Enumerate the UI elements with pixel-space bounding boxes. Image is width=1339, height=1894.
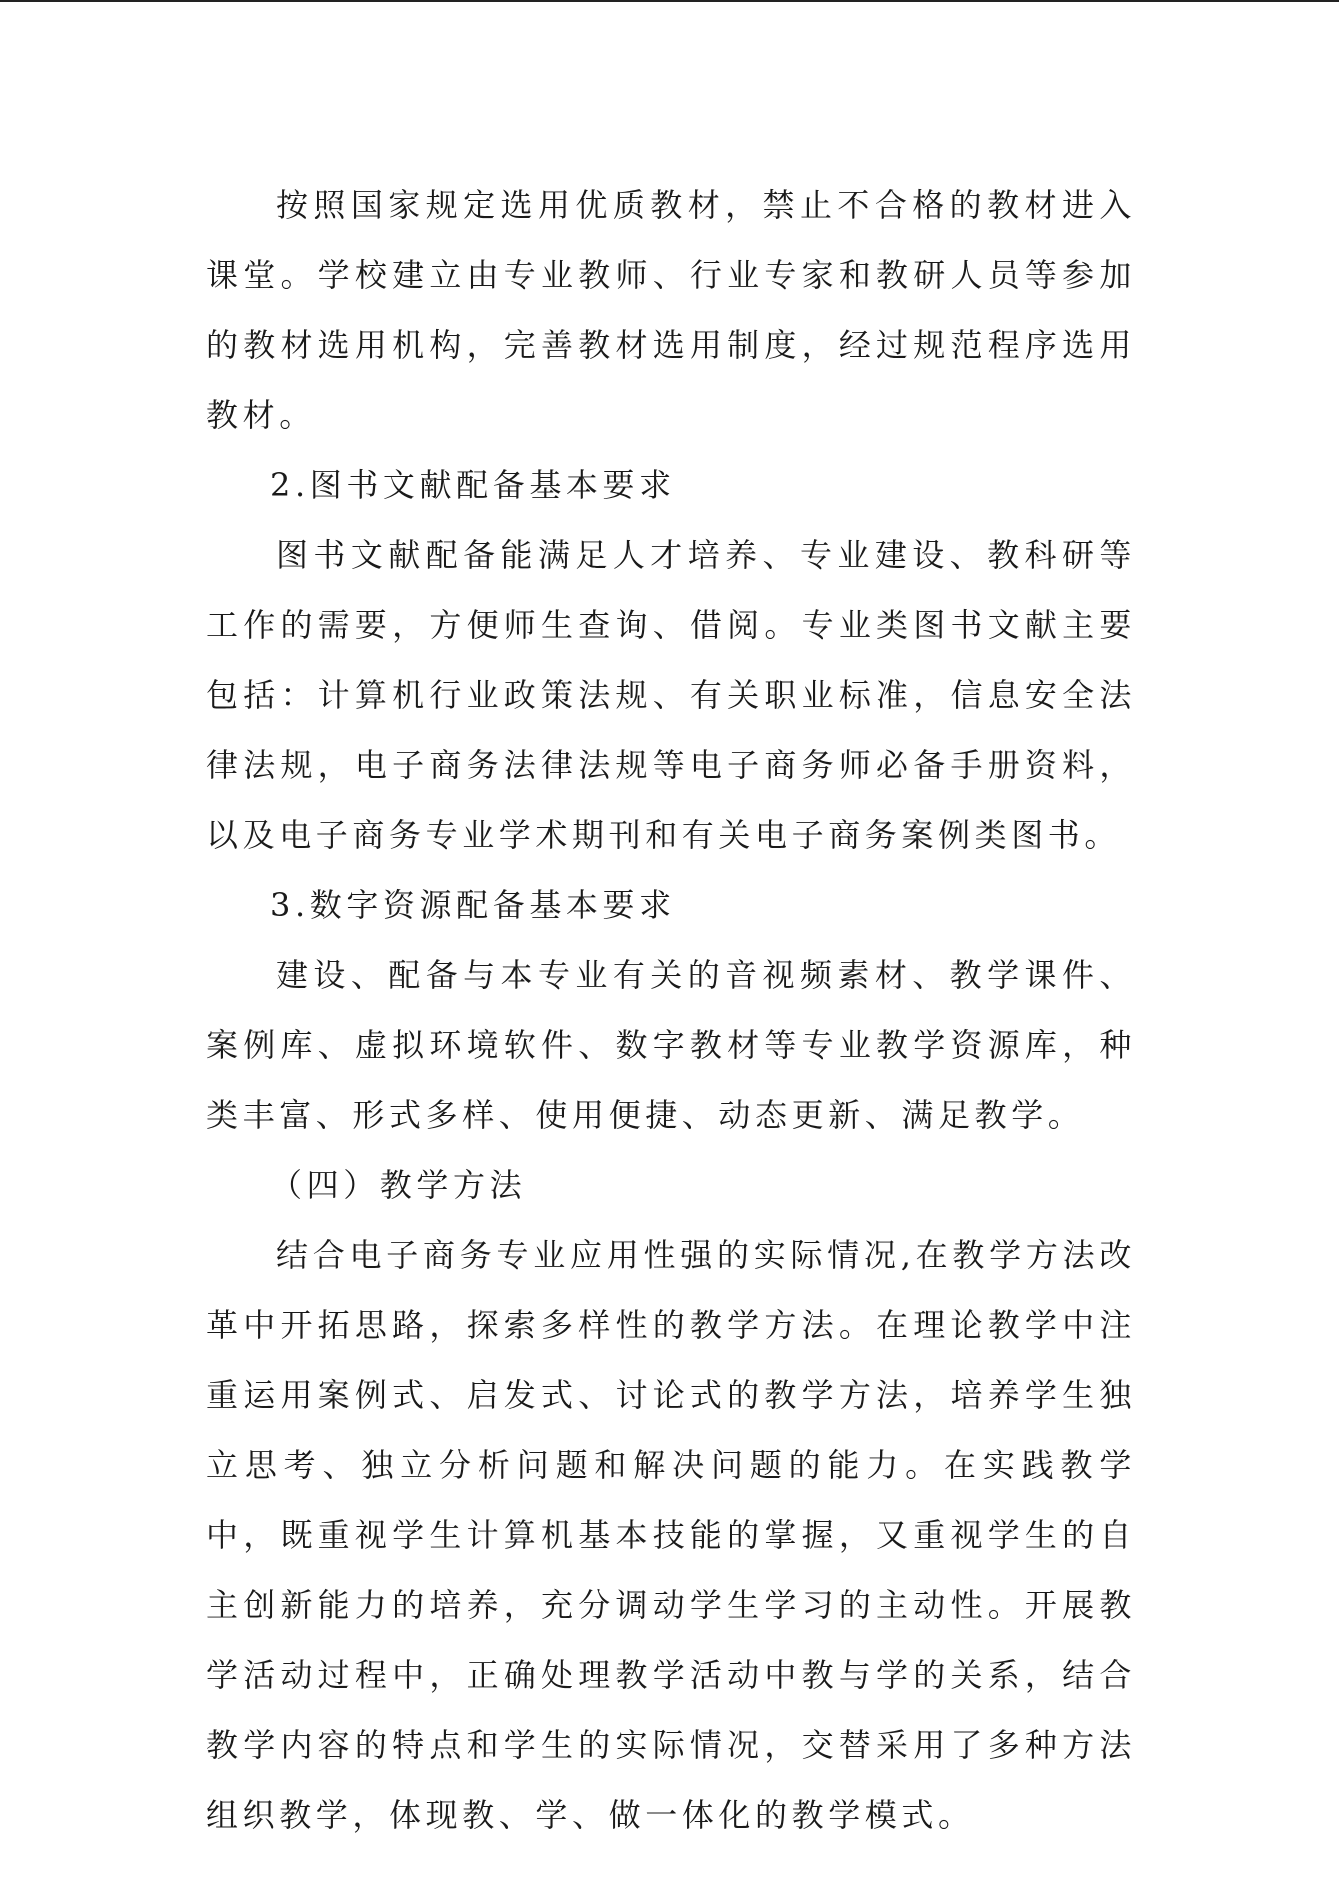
paragraph-textbook-selection: 按照国家规定选用优质教材，禁止不合格的教材进入课堂。学校建立由专业教师、行业专家和教研人员等参加的教材选用机构，完善教材选用制度，经过规范程序选用教材。 [206, 186, 1136, 434]
paragraph-teaching-methods: 结合电子商务专业应用性强的实际情况,在教学方法改革中开拓思路，探索多样性的教学方法。在理论教学中注重运用案例式、启发式、讨论式的教学方法，培养学生独立思考、独立分析问题和解决问题的能力。在实践教学中，既重视学生计算机基本技能的掌握，又重视学生的自主创新能力的培养，充分调动学生学习的主动性。开展教学活动过程中，正确处理教学活动中教与学的关系，结合教学内容的特点和学生的实际情况，交替采用了多种方法组织教学，体现教、学、做一体化的教学模式。 [206, 1236, 1136, 1834]
heading-digital-resources: 3.数字资源配备基本要求 [270, 886, 676, 924]
document-body [206, 170, 1136, 1850]
paragraph-library-resources: 图书文献配备能满足人才培养、专业建设、教科研等工作的需要，方便师生查询、借阅。专业类图书文献主要包括：计算机行业政策法规、有关职业标准，信息安全法律法规，电子商务法律法规等电子商务师必备手册资料，以及电子商务专业学术期刊和有关电子商务案例类图书。 [206, 536, 1136, 854]
heading-teaching-methods: （四）教学方法 [270, 1166, 527, 1204]
paragraph-digital-resources: 建设、配备与本专业有关的音视频素材、教学课件、案例库、虚拟环境软件、数字教材等专业教学资源库，种类丰富、形式多样、使用便捷、动态更新、满足教学。 [206, 956, 1136, 1134]
heading-library-resources: 2.图书文献配备基本要求 [270, 466, 676, 504]
top-border [0, 0, 1339, 2]
